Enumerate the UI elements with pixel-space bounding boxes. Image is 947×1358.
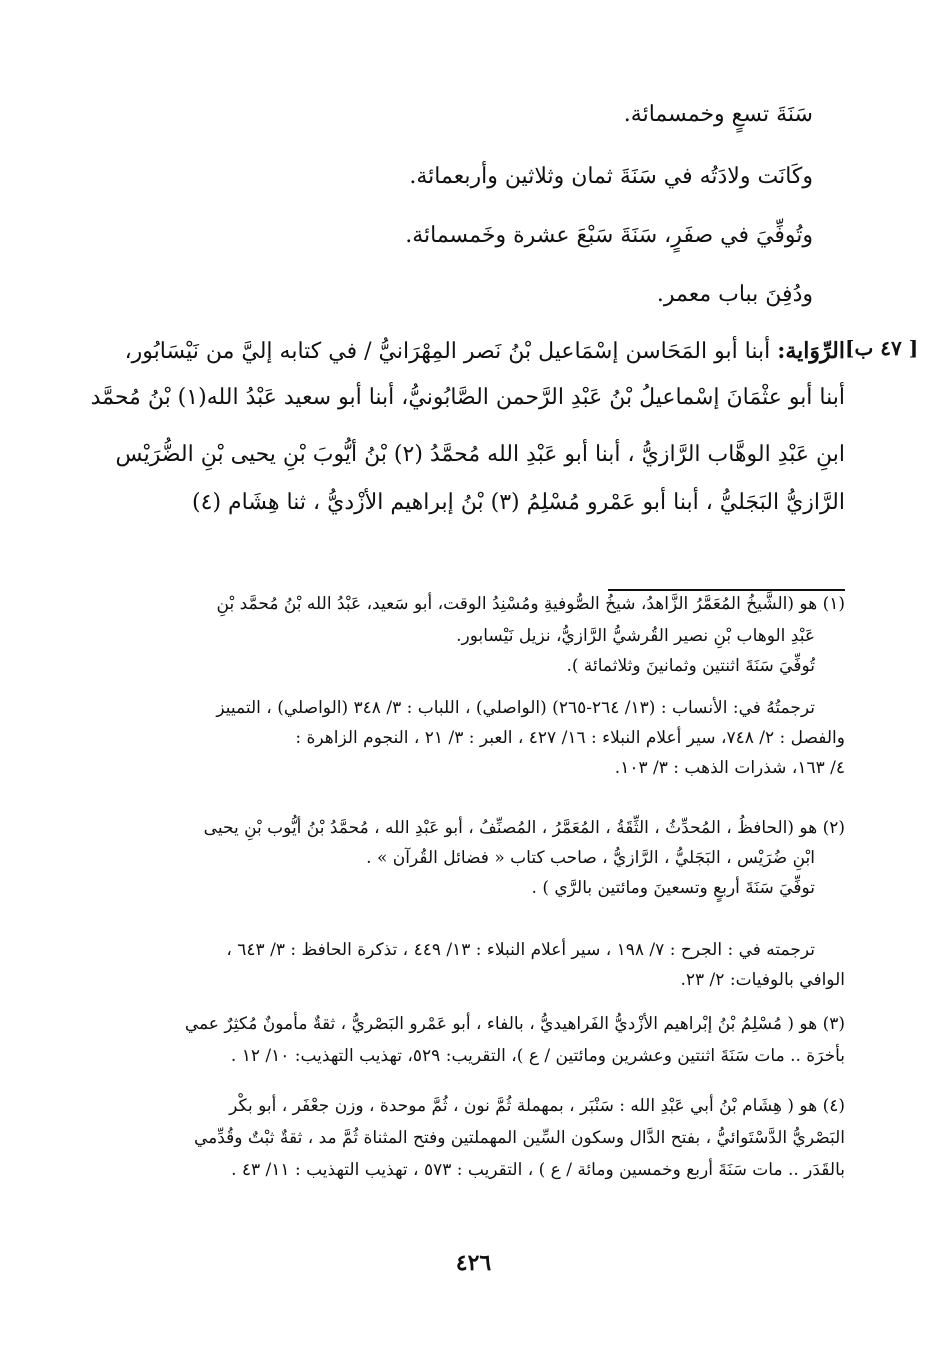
footnote-line: بالقَدَر .. مات سَنَةَ أربع وخمسين ومائة / ع ) ، التقريب : ٥٧٣ ، تهذيب التهذيب : ١١/ ٤٣ . [231, 1160, 845, 1180]
riwaya-text: أبنا أبو المَحَاسن إسْمَاعيل بْنُ نَصر المِهْرَانيُّ / في كتابه إليَّ من نَيْسَابُور، [124, 339, 771, 364]
riwaya-line [125, 336, 845, 367]
footnote-line: ترجمته في : الجرح : ٧/ ١٩٨ ، سير أعلام النبلاء : ١٣/ ٤٤٩ ، تذكرة الحافظ : ٣/ ٦٤٣ ، [226, 940, 815, 960]
text-line: وكَانَت ولادَتُه في سَنَةَ ثمان وثلاثين وأربعمائة. [409, 164, 813, 189]
footnote-line: البَصْريُّ الدَّسْتَوائيُّ ، بفتح الدَّال وسكون السِّين المهملتين وفتح المثناة ثُمَّ مد ، ثقةٌ ثبْتٌ وقُدِّمي [193, 1128, 845, 1148]
footnote-line: والفصل : ٢/ ٧٤٨، سير أعلام النبلاء : ١٦/ ٤٢٧ ، العبر : ٣/ ٢١ ، النجوم الزاهرة : [295, 728, 845, 748]
text-line: ودُفِنَ بباب معمر. [656, 282, 813, 307]
footnote-divider [608, 589, 845, 591]
footnote-line: تُوفِّيَ سَنَةَ اثنتين وثمانينَ وثلاثمائة ). [566, 656, 815, 676]
page-number: ٤٢٦ [455, 1250, 492, 1276]
text-line: الرَّازيُّ البَجَليُّ ، أبنا أبو عَمْرو مُسْلِمُ (٣) بْنُ إبراهيم الأزْديُّ ، ثنا هِشَام (٤) [192, 490, 845, 515]
footnote-line: (٤) هو ( هِشَام بْنُ أبي عَبْدِ الله : سَنْبَر ، بمهملة ثُمَّ نون ، ثُمَّ موحدة ، وزن جعْفَر ، أبو بكْر [229, 1096, 845, 1116]
margin-folio-tag: [ ٤٧ ب] [845, 336, 919, 360]
footnote-line: الوافي بالوفيات: ٢/ ٢٣. [680, 970, 845, 990]
footnote-line: ابْنِ ضُرَيْس ، البَجَليُّ ، الرَّازيُّ ، صاحب كتاب « فضائل القُرآن » . [366, 848, 815, 868]
text-line: ابنِ عَبْدِ الوهَّاب الرَّازيُّ ، أبنا أبو عَبْدِ الله مُحمَّدُ (٢) بْنُ أيُّوبَ بْنِ يحيى بْنِ الضُّرَيْس [115, 442, 845, 467]
footnote-line: بأخرَة .. مات سَنَةَ اثنتين وعشرين ومائتين / ع )، التقريب: ٥٢٩، تهذيب التهذيب: ١٠/ ١٢ . [230, 1046, 845, 1066]
text-line: سَنَةَ تسعٍ وخمسمائة. [623, 102, 813, 127]
text-line: أبنا أبو عثْمَانَ إسْماعيلُ بْنُ عَبْدِ الرَّحمن الصَّابُونيُّ، أبنا أبو سعيد عَبْدُ الله(١) بْنُ مُحمَّد [90, 385, 845, 410]
footnote-line: توفِّيَ سَنَةَ أربعٍ وتسعينَ ومائتين بالرَّي ) . [531, 878, 815, 898]
footnote-line: (٢) هو (الحافظُ ، المُحدِّثُ ، الثِّقَةُ ، المُعَمَّرُ ، المُصنِّفُ ، أبو عَبْدِ الله ، مُحمَّدُ بْنُ أيُّوب بْنِ يحيى [203, 818, 845, 838]
footnote-line: ٤/ ١٦٣، شذرات الذهب : ٣/ ١٠٣. [614, 758, 845, 778]
footnote-line: ترجمتُهُ في: الأنساب : (١٣/ ٢٦٤-٢٦٥) (الواصلي) ، اللباب : ٣/ ٣٤٨ (الواصلي) ، التمييز [216, 698, 815, 718]
footnote-line: (٣) هو ( مُسْلِمُ بْنُ إبْراهيم الأزْديُّ الفَراهيديُّ ، بالفاء ، أبو عَمْرو البَصْريُّ ، ثقةٌ مأمونٌ مُكثِرٌ عمي [184, 1014, 845, 1034]
text-line: وتُوفِّيَ في صفَرٍ، سَنَةَ سَبْعَ عشرة وخَمسمائة. [405, 223, 813, 248]
footnote-line: (١) هو (الشَّيخُ المُعَمَّرُ الزَّاهدُ، شيخُ الصُّوفيةِ ومُسْنِدُ الوقت، أبو سَعيد، عَبْدُ الله بْنُ مُحمَّد بْنِ [216, 594, 845, 614]
riwaya-label: الرِّوَاية: [777, 338, 845, 364]
footnote-line: عَبْدِ الوهاب بْنِ نصير القُرشيُّ الرَّازيُّ، نزيل نَيْسابور. [456, 626, 815, 646]
